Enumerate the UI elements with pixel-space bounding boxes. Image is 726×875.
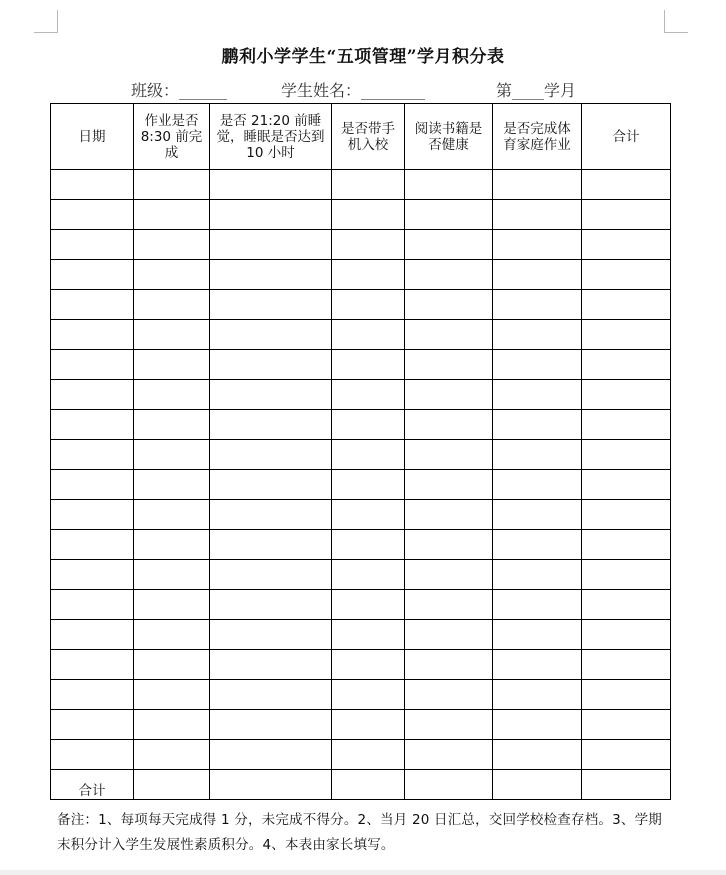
- score-table: [50, 103, 671, 800]
- table-cell[interactable]: [582, 380, 671, 410]
- table-cell[interactable]: [405, 530, 493, 560]
- table-cell[interactable]: [493, 320, 582, 350]
- table-cell[interactable]: [405, 290, 493, 320]
- header-sleep: 是否 21:20 前睡觉，睡眠是否达到 10 小时: [210, 104, 332, 170]
- table-row: [51, 350, 671, 380]
- table-cell[interactable]: [51, 440, 134, 470]
- table-cell[interactable]: [134, 290, 210, 320]
- footnote: 备注：1、每项每天完成得 1 分，未完成不得分。2、当月 20 日汇总，交回学校检查存档。3、学期末积分计入学生发展性素质积分。4、本表由家长填写。: [57, 812, 662, 853]
- total-cell[interactable]: [493, 770, 582, 800]
- table-row: [51, 260, 671, 290]
- student-name-field-label: 学生姓名：________: [281, 81, 426, 100]
- table-cell[interactable]: [51, 650, 134, 680]
- table-cell[interactable]: [493, 680, 582, 710]
- total-row: [51, 770, 671, 800]
- table-row: [51, 440, 671, 470]
- table-cell[interactable]: [210, 530, 332, 560]
- table-cell[interactable]: [51, 620, 134, 650]
- class-field-label: 班级：______: [131, 81, 228, 100]
- table-cell[interactable]: [405, 350, 493, 380]
- table-cell[interactable]: [582, 410, 671, 440]
- table-cell[interactable]: [210, 500, 332, 530]
- table-cell[interactable]: [134, 500, 210, 530]
- table-cell[interactable]: [332, 410, 405, 440]
- table-cell[interactable]: [332, 620, 405, 650]
- table-cell[interactable]: [51, 680, 134, 710]
- table-cell[interactable]: [405, 500, 493, 530]
- table-cell[interactable]: [134, 560, 210, 590]
- table-cell[interactable]: [134, 680, 210, 710]
- table-cell[interactable]: [210, 260, 332, 290]
- table-cell[interactable]: [51, 500, 134, 530]
- table-cell[interactable]: [493, 500, 582, 530]
- table-cell[interactable]: [493, 380, 582, 410]
- table-cell[interactable]: [51, 230, 134, 260]
- table-cell[interactable]: [134, 590, 210, 620]
- table-cell[interactable]: [134, 380, 210, 410]
- header-reading: 阅读书籍是否健康: [405, 104, 493, 170]
- table-cell[interactable]: [332, 290, 405, 320]
- table-cell[interactable]: [210, 590, 332, 620]
- table-cell[interactable]: [582, 560, 671, 590]
- table-cell[interactable]: [405, 170, 493, 200]
- table-cell[interactable]: [493, 440, 582, 470]
- header-homework: 作业是否 8:30 前完成: [134, 104, 210, 170]
- table-cell[interactable]: [582, 200, 671, 230]
- table-cell[interactable]: [493, 740, 582, 770]
- table-cell[interactable]: [51, 290, 134, 320]
- table-cell[interactable]: [134, 440, 210, 470]
- document-title: 鹏利小学学生“五项管理”学月积分表: [221, 47, 505, 67]
- table-cell[interactable]: [405, 620, 493, 650]
- table-row: [51, 560, 671, 590]
- table-cell[interactable]: [210, 170, 332, 200]
- table-cell[interactable]: [493, 200, 582, 230]
- table-cell[interactable]: [405, 230, 493, 260]
- table-row: [51, 740, 671, 770]
- table-cell[interactable]: [405, 470, 493, 500]
- table-cell[interactable]: [134, 740, 210, 770]
- table-cell[interactable]: [493, 350, 582, 380]
- table-cell[interactable]: [405, 440, 493, 470]
- table-row: [51, 470, 671, 500]
- table-row: [51, 590, 671, 620]
- table-cell[interactable]: [332, 200, 405, 230]
- table-cell[interactable]: [332, 530, 405, 560]
- table-cell[interactable]: [582, 680, 671, 710]
- table-body: [51, 170, 671, 800]
- table-cell[interactable]: [405, 650, 493, 680]
- table-cell[interactable]: [134, 470, 210, 500]
- table-cell[interactable]: [493, 710, 582, 740]
- header-total: 合计: [582, 104, 671, 170]
- table-cell[interactable]: [332, 470, 405, 500]
- table-cell[interactable]: [134, 320, 210, 350]
- table-cell[interactable]: [405, 380, 493, 410]
- table-cell[interactable]: [493, 620, 582, 650]
- table-cell[interactable]: [51, 470, 134, 500]
- table-cell[interactable]: [582, 530, 671, 560]
- total-cell[interactable]: [134, 770, 210, 800]
- table-cell[interactable]: [493, 590, 582, 620]
- table-cell[interactable]: [332, 260, 405, 290]
- table-cell[interactable]: [210, 230, 332, 260]
- table-cell[interactable]: [493, 230, 582, 260]
- page-bottom-edge: [0, 870, 726, 875]
- table-cell[interactable]: [332, 680, 405, 710]
- total-cell[interactable]: [332, 770, 405, 800]
- table-cell[interactable]: [493, 470, 582, 500]
- header-date: 日期: [51, 104, 134, 170]
- total-cell[interactable]: [210, 770, 332, 800]
- table-cell[interactable]: [582, 500, 671, 530]
- total-cell[interactable]: [405, 770, 493, 800]
- table-cell[interactable]: [582, 440, 671, 470]
- table-cell[interactable]: [210, 560, 332, 590]
- table-cell[interactable]: [134, 200, 210, 230]
- table-cell[interactable]: [51, 170, 134, 200]
- table-row: [51, 200, 671, 230]
- table-cell[interactable]: [210, 200, 332, 230]
- table-cell[interactable]: [493, 290, 582, 320]
- table-cell[interactable]: [51, 380, 134, 410]
- header-pe-homework: 是否完成体育家庭作业: [493, 104, 582, 170]
- table-cell[interactable]: [405, 200, 493, 230]
- table-cell[interactable]: [210, 680, 332, 710]
- table-cell[interactable]: [332, 320, 405, 350]
- table-cell[interactable]: [405, 260, 493, 290]
- table-cell[interactable]: [582, 620, 671, 650]
- table-cell[interactable]: [582, 590, 671, 620]
- table-row: [51, 230, 671, 260]
- table-row: [51, 320, 671, 350]
- table-cell[interactable]: [582, 230, 671, 260]
- table-cell[interactable]: [210, 410, 332, 440]
- table-cell[interactable]: [210, 290, 332, 320]
- crop-mark-top-right-vertical: [664, 10, 665, 33]
- table-cell[interactable]: [582, 740, 671, 770]
- table-cell[interactable]: [51, 560, 134, 590]
- table-cell[interactable]: [332, 500, 405, 530]
- table-cell[interactable]: [493, 530, 582, 560]
- table-row: [51, 410, 671, 440]
- table-cell[interactable]: [582, 290, 671, 320]
- table-cell[interactable]: [582, 470, 671, 500]
- table-cell[interactable]: [493, 260, 582, 290]
- table-row: [51, 500, 671, 530]
- info-line: [0, 78, 726, 100]
- table-cell[interactable]: [332, 560, 405, 590]
- table-cell[interactable]: [134, 350, 210, 380]
- table-cell[interactable]: [210, 350, 332, 380]
- table-row: [51, 680, 671, 710]
- table-cell[interactable]: [210, 440, 332, 470]
- table-row: [51, 380, 671, 410]
- table-cell[interactable]: [405, 590, 493, 620]
- table-cell[interactable]: [332, 230, 405, 260]
- table-cell[interactable]: [582, 350, 671, 380]
- total-row-label: 合计: [51, 770, 134, 800]
- table-cell[interactable]: [210, 380, 332, 410]
- table-cell[interactable]: [332, 170, 405, 200]
- table-cell[interactable]: [134, 530, 210, 560]
- table-cell[interactable]: [210, 740, 332, 770]
- table-cell[interactable]: [210, 320, 332, 350]
- table-cell[interactable]: [405, 410, 493, 440]
- table-cell[interactable]: [332, 380, 405, 410]
- month-field-label: 第____学月: [496, 81, 577, 100]
- table-cell[interactable]: [210, 710, 332, 740]
- table-cell[interactable]: [134, 710, 210, 740]
- table-cell[interactable]: [51, 350, 134, 380]
- crop-mark-top-right-horizontal: [664, 32, 688, 33]
- table-cell[interactable]: [332, 350, 405, 380]
- table-cell[interactable]: [493, 560, 582, 590]
- table-cell[interactable]: [134, 170, 210, 200]
- table-cell[interactable]: [210, 620, 332, 650]
- table-cell[interactable]: [405, 560, 493, 590]
- table-header-row: [51, 104, 671, 170]
- table-cell[interactable]: [134, 650, 210, 680]
- table-cell[interactable]: [582, 260, 671, 290]
- table-cell[interactable]: [405, 710, 493, 740]
- table-cell[interactable]: [134, 230, 210, 260]
- table-row: [51, 290, 671, 320]
- table-row: [51, 710, 671, 740]
- table-cell[interactable]: [210, 650, 332, 680]
- table-cell[interactable]: [405, 320, 493, 350]
- table-cell[interactable]: [332, 710, 405, 740]
- table-row: [51, 620, 671, 650]
- crop-mark-top-left-vertical: [57, 10, 58, 33]
- table-row: [51, 170, 671, 200]
- table-cell[interactable]: [210, 470, 332, 500]
- table-cell[interactable]: [51, 710, 134, 740]
- table-cell[interactable]: [405, 680, 493, 710]
- table-cell[interactable]: [582, 710, 671, 740]
- table-cell[interactable]: [332, 740, 405, 770]
- table-row: [51, 650, 671, 680]
- table-cell[interactable]: [332, 650, 405, 680]
- table-cell[interactable]: [405, 740, 493, 770]
- table-cell[interactable]: [51, 320, 134, 350]
- header-phone: 是否带手机入校: [332, 104, 405, 170]
- total-cell[interactable]: [582, 770, 671, 800]
- table-cell[interactable]: [582, 320, 671, 350]
- table-cell[interactable]: [134, 410, 210, 440]
- table-cell[interactable]: [51, 410, 134, 440]
- table-cell[interactable]: [582, 170, 671, 200]
- table-cell[interactable]: [51, 200, 134, 230]
- table-cell[interactable]: [134, 260, 210, 290]
- table-cell[interactable]: [332, 440, 405, 470]
- table-cell[interactable]: [51, 590, 134, 620]
- crop-mark-top-left-horizontal: [34, 32, 58, 33]
- table-row: [51, 530, 671, 560]
- table-cell[interactable]: [332, 590, 405, 620]
- table-cell[interactable]: [582, 650, 671, 680]
- table-cell[interactable]: [134, 620, 210, 650]
- table-cell[interactable]: [493, 170, 582, 200]
- table-cell[interactable]: [51, 530, 134, 560]
- table-cell[interactable]: [493, 410, 582, 440]
- table-cell[interactable]: [493, 650, 582, 680]
- table-cell[interactable]: [51, 260, 134, 290]
- table-cell[interactable]: [51, 740, 134, 770]
